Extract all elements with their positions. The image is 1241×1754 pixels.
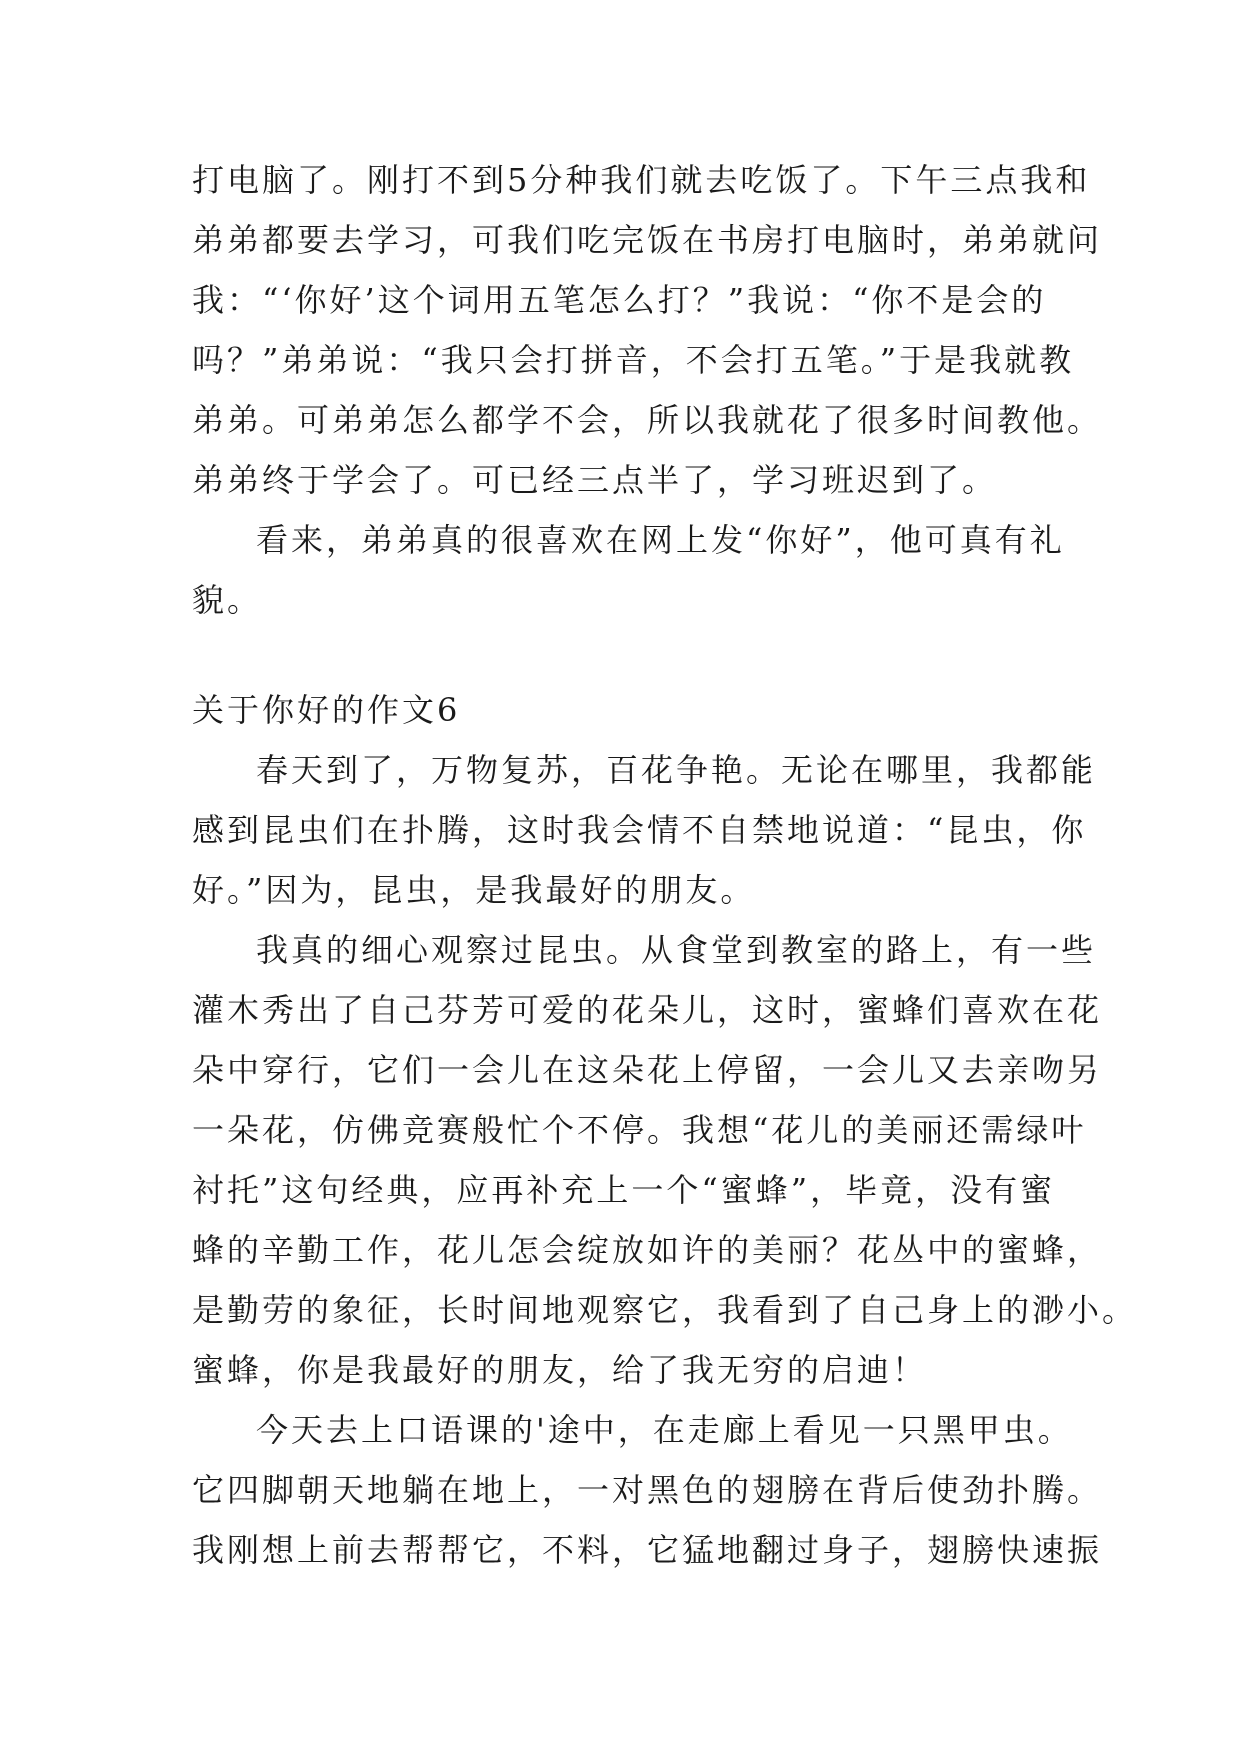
text-line: 好。”因为，昆虫，是我最好的朋友。: [192, 871, 756, 909]
text-line: 朵中穿行，它们一会儿在这朵花上停留，一会儿又去亲吻另: [192, 1051, 1103, 1089]
text-line: 弟弟终于学会了。可已经三点半了，学习班迟到了。: [192, 461, 998, 499]
text-line: 我：“‘你好’这个词用五笔怎么打？”我说：“你不是会的: [192, 281, 1047, 319]
text-line: 蜜蜂，你是我最好的朋友，给了我无穷的启迪！: [192, 1351, 928, 1389]
paragraph-first-line: 我真的细心观察过昆虫。从食堂到教室的路上，有一些: [256, 931, 1097, 969]
text-line: 我刚想上前去帮帮它，不料，它猛地翻过身子，翅膀快速振: [192, 1531, 1103, 1569]
text-line: 打电脑了。刚打不到5分种我们就去吃饭了。下午三点我和: [192, 161, 1091, 199]
text-line: 弟弟都要去学习，可我们吃完饭在书房打电脑时，弟弟就问: [192, 221, 1103, 259]
text-line: 衬托”这句经典，应再补充上一个“蜜蜂”，毕竟，没有蜜: [192, 1171, 1056, 1209]
text-line: 一朵花，仿佛竞赛般忙个不停。我想“花儿的美丽还需绿叶: [192, 1111, 1087, 1149]
paragraph-first-line: 今天去上口语课的'途中，在走廊上看见一只黑甲虫。: [256, 1411, 1073, 1449]
text-line: 貌。: [192, 581, 263, 619]
paragraph-first-line: 春天到了，万物复苏，百花争艳。无论在哪里，我都能: [256, 751, 1097, 789]
text-line: 吗？”弟弟说：“我只会打拼音，不会打五笔。”于是我就教: [192, 341, 1075, 379]
section-title: 关于你好的作文6: [192, 691, 461, 729]
paragraph-first-line: 看来，弟弟真的很喜欢在网上发“你好”，他可真有礼: [256, 521, 1065, 559]
text-line: 它四脚朝天地躺在地上，一对黑色的翅膀在背后使劲扑腾。: [192, 1471, 1103, 1509]
text-line: 是勤劳的象征，长时间地观察它，我看到了自己身上的渺小。: [192, 1291, 1138, 1329]
text-line: 灌木秀出了自己芬芳可爱的花朵儿，这时，蜜蜂们喜欢在花: [192, 991, 1103, 1029]
text-line: 蜂的辛勤工作，花儿怎会绽放如许的美丽？花丛中的蜜蜂，: [192, 1231, 1103, 1269]
text-line: 弟弟。可弟弟怎么都学不会，所以我就花了很多时间教他。: [192, 401, 1103, 439]
text-line: 感到昆虫们在扑腾，这时我会情不自禁地说道：“昆虫，你: [192, 811, 1087, 849]
